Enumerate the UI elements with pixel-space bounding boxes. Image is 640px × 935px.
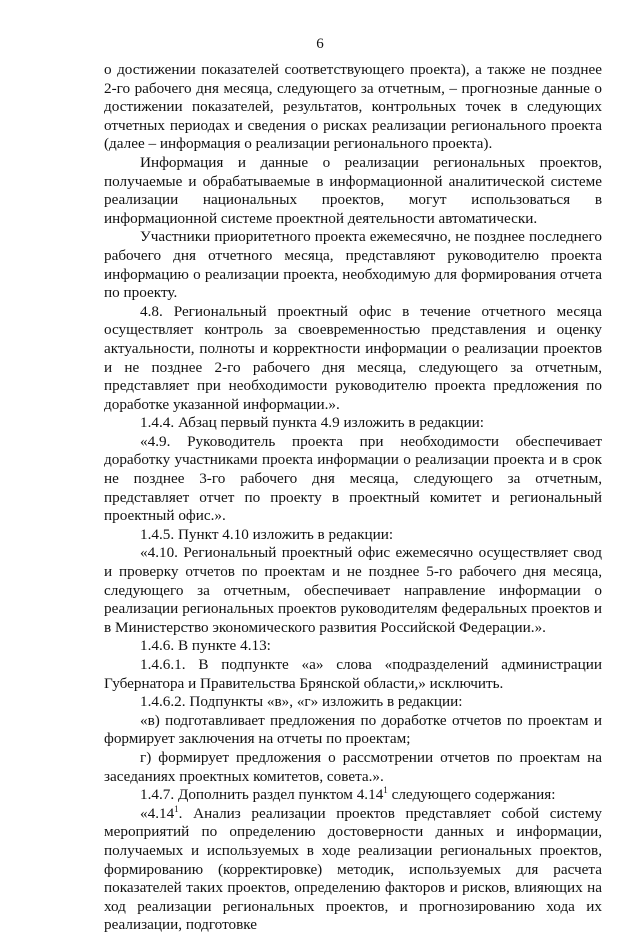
document-body: [104, 61, 602, 935]
paragraph: 1.4.6.1. В подпункте «а» слова «подразделений администрации Губернатора и Правительства Брянской области,» исключить.: [104, 656, 602, 692]
paragraph: 1.4.6. В пункте 4.13:: [140, 637, 271, 655]
paragraph: Участники приоритетного проекта ежемесячно, не позднее последнего рабочего дня отчетного месяца, представляют руководителю проекта информацию о реализации проекта, необходимую для формирования отчета по проекту.: [104, 228, 602, 302]
paragraph: «в) подготавливает предложения по доработке отчетов по проектам и формирует заключения на отчеты по проектам;: [104, 711, 602, 748]
paragraph: [104, 805, 602, 935]
paragraph: г) формирует предложения о рассмотрении отчетов по проектам на заседаниях проектных комитетов, совета.».: [104, 748, 602, 785]
page-number: 6: [316, 36, 324, 52]
paragraph-text: 1.4.7. Дополнить раздел пунктом 4.14: [140, 786, 384, 804]
paragraph-text: следующего содержания:: [387, 786, 556, 804]
paragraph: 1.4.6.2. Подпункты «в», «г» изложить в редакции:: [140, 693, 463, 711]
paragraph-text: «4.14: [140, 804, 175, 822]
paragraph: Информация и данные о реализации региональных проектов, получаемые и обрабатываемые в информационной аналитической системе реализации национальных проектов, могут использоваться в информационной системе проектной деятельности автоматически.: [104, 153, 602, 227]
paragraph: «4.10. Региональный проектный офис ежемесячно осуществляет свод и проверку отчетов по проектам и не позднее 5-го рабочего дня месяца, следующего за отчетным, обеспечивает направление информации о реализации региональных проектов руководителям федеральных проектов и в Министерство экономического развития Российской Федерации.».: [104, 544, 602, 636]
paragraph: 1.4.5. Пункт 4.10 изложить в редакции:: [140, 525, 394, 543]
paragraph-text: . Анализ реализации проектов представляет собой систему мероприятий по определению достоверности данных и информации, получаемых и используемых в ходе реализации региональных проектов, формированию (корректировке) методик, используемых для расчета показателей таких проектов, определению факторов и рисков, влияющих на ход реализации региональных проектов, и прогнозированию хода их реализации, подготовке: [104, 804, 602, 934]
paragraph: [104, 786, 602, 805]
paragraph: 1.4.4. Абзац первый пункта 4.9 изложить в редакции:: [140, 414, 484, 432]
paragraph: 4.8. Региональный проектный офис в течение отчетного месяца осуществляет контроль за своевременностью представления и оценку актуальности, полноты и корректности информации о реализации проектов и не позднее 2-го рабочего дня месяца, следующего за отчетным, представляет при необходимости руководителю проекта предложения по доработке указанной информации.».: [104, 302, 602, 413]
paragraph: «4.9. Руководитель проекта при необходимости обеспечивает доработку участниками проекта информации о реализации проекта и в срок не позднее 3-го рабочего дня месяца, следующего за отчетным, представляет отчет по проекту в проектный комитет и региональный проектный офис.».: [104, 432, 602, 525]
superscript: 1: [383, 785, 388, 796]
paragraph: о достижении показателей соответствующего проекта), а также не позднее 2-го рабочего дня месяца, следующего за отчетным, – прогнозные данные о достижении показателей, результатов, контрольных точек в следующих отчетных периодах и сведения о рисках реализации регионального проекта (далее – информация о реализации регионального проекта).: [104, 61, 602, 153]
superscript: 1: [174, 803, 179, 814]
